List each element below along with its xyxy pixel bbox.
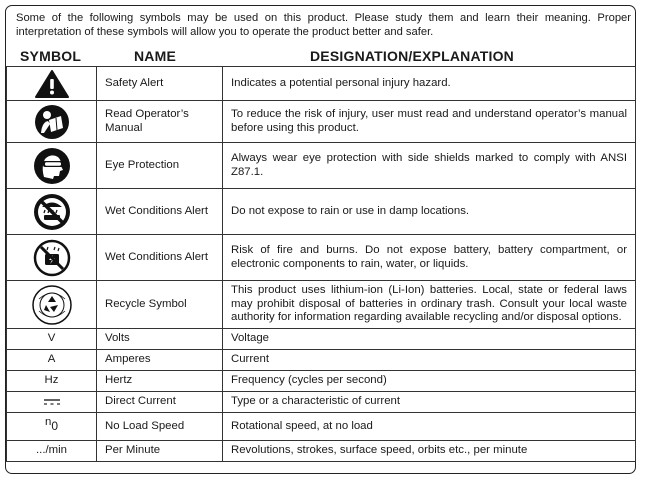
desc-cell: Indicates a potential personal injury hazard. (223, 67, 636, 101)
table-row (7, 189, 636, 235)
table-row (7, 281, 636, 329)
table-row (7, 101, 636, 143)
desc-cell: Revolutions, strokes, surface speed, orbits etc., per minute (223, 441, 636, 462)
header-name: NAME (134, 48, 177, 64)
desc-cell: Do not expose to rain or use in damp locations. (223, 189, 636, 235)
table-row (7, 441, 636, 462)
direct-current-icon (43, 398, 61, 406)
desc-cell: To reduce the risk of injury, user must read and understand operator’s manual before using this product. (223, 101, 636, 143)
name-cell: No Load Speed (97, 413, 223, 441)
wet-conditions-battery-icon (33, 239, 71, 277)
symbol-cell (7, 101, 97, 143)
desc-cell: This product uses lithium-ion (Li-Ion) batteries. Local, state or federal laws may prohibit disposal of batteries in ordinary trash. Consult your local waste authority for information regarding available recycling and/or disposal options. (223, 281, 636, 329)
table-row (7, 235, 636, 281)
intro-paragraph: Some of the following symbols may be used on this product. Please study them and learn their meaning. Proper interpretation of these symbols will allow you to operate the product better and safer. (16, 12, 631, 38)
symbol-per-minute: .../min (7, 441, 97, 462)
symbol-cell (7, 67, 97, 101)
name-cell: Per Minute (97, 441, 223, 462)
table-row (7, 413, 636, 441)
symbol-cell (7, 235, 97, 281)
recycle-symbol-icon (32, 285, 72, 325)
name-cell: Recycle Symbol (97, 281, 223, 329)
symbol-amperes: A (7, 350, 97, 371)
symbol-cell (7, 281, 97, 329)
name-cell: Eye Protection (97, 143, 223, 189)
symbol-cell (7, 189, 97, 235)
symbol-no-load-speed (7, 413, 97, 441)
desc-cell: Rotational speed, at no load (223, 413, 636, 441)
name-cell: Wet Conditions Alert (97, 189, 223, 235)
table-row (7, 350, 636, 371)
table-row (7, 329, 636, 350)
header-symbol: SYMBOL (20, 48, 82, 64)
symbol-n: n (44, 416, 52, 429)
table-row (7, 392, 636, 413)
header-designation: DESIGNATION/EXPLANATION (310, 48, 514, 64)
desc-cell: Always wear eye protection with side shields marked to comply with ANSI Z87.1. (223, 143, 636, 189)
name-cell: Volts (97, 329, 223, 350)
read-manual-icon (34, 104, 70, 140)
table-row (7, 371, 636, 392)
desc-cell: Frequency (cycles per second) (223, 371, 636, 392)
symbol-volts: V (7, 329, 97, 350)
desc-cell: Type or a characteristic of current (223, 392, 636, 413)
name-cell: Safety Alert (97, 67, 223, 101)
desc-cell: Risk of fire and burns. Do not expose battery, battery compartment, or electronic components to rain, water, or liquids. (223, 235, 636, 281)
name-cell: Direct Current (97, 392, 223, 413)
table-row (7, 67, 636, 101)
name-cell: Read Operator’s Manual (97, 101, 223, 143)
name-cell: Amperes (97, 350, 223, 371)
desc-cell: Voltage (223, 329, 636, 350)
desc-cell: Current (223, 350, 636, 371)
safety-alert-triangle-icon (34, 69, 70, 99)
name-cell: Wet Conditions Alert (97, 235, 223, 281)
symbol-subscript-zero: 0 (51, 419, 59, 434)
symbol-cell (7, 143, 97, 189)
eye-protection-icon (33, 147, 71, 185)
symbol-hertz: Hz (7, 371, 97, 392)
name-cell: Hertz (97, 371, 223, 392)
symbols-table (6, 66, 636, 462)
symbol-cell (7, 392, 97, 413)
table-row (7, 143, 636, 189)
wet-conditions-icon (33, 193, 71, 231)
